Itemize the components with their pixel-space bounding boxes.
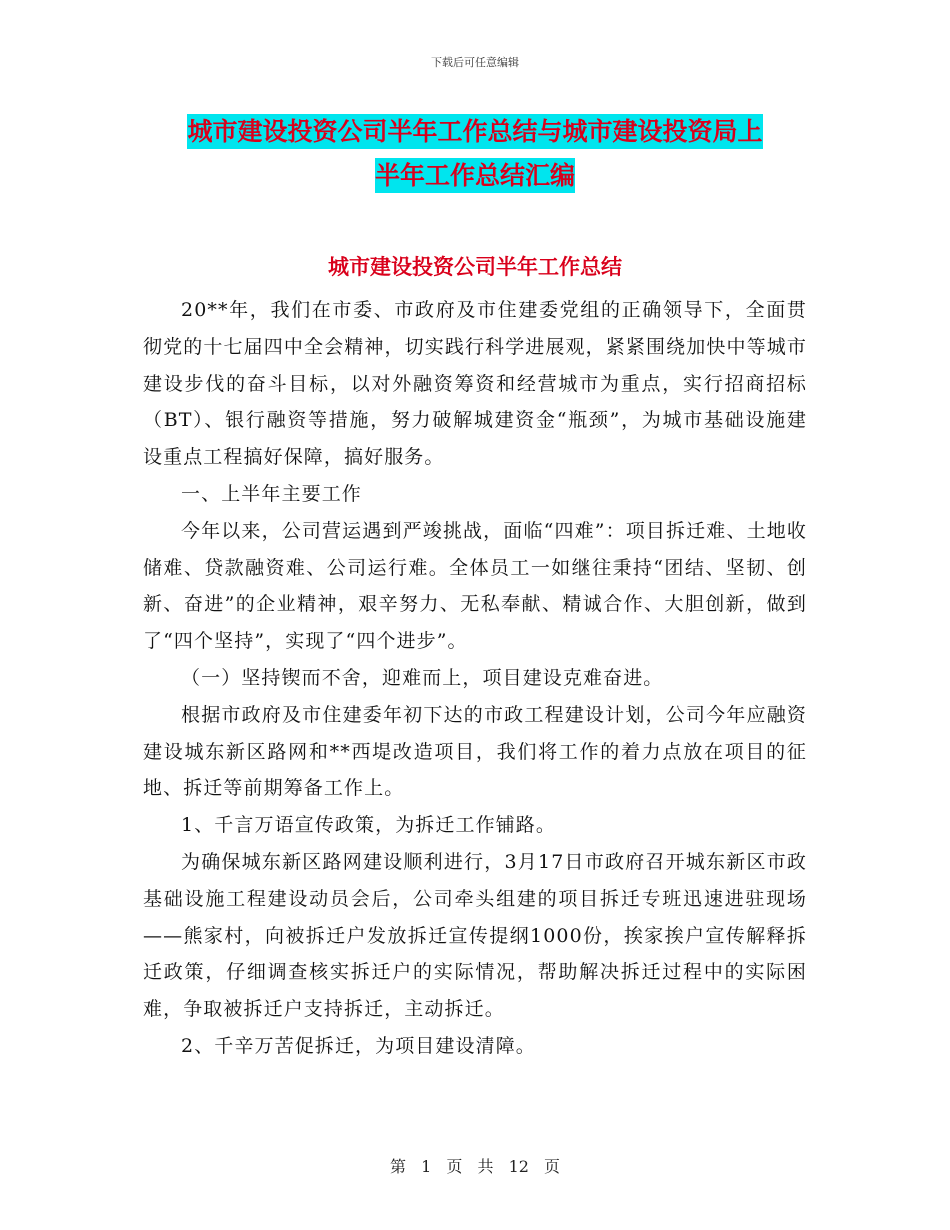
paragraph-intro: 20**年，我们在市委、市政府及市住建委党组的正确领导下，全面贯彻党的十七届四中全会精神，切实践行科学进展观，紧紧围绕加快中等城市建设步伐的奋斗目标，以对外融资筹资和经营城市为重点，实行招商招标（BT）、银行融资等措施，努力破解城建资金“瓶颈”，为城市基础设施建设重点工程搞好保障，搞好服务。 (143, 299, 807, 469)
item-heading-1: 1、千言万语宣传政策，为拆迁工作铺路。 (181, 814, 556, 837)
paragraph-demolition-publicity: 为确保城东新区路网建设顺利进行，3月17日市政府召开城东新区市政基础设施工程建设动员会后，公司牵头组建的项目拆迁专班迅速进驻现场——熊家村，向被拆迁户发放拆迁宣传提纲1000份，挨家挨户宣传解释拆迁政策，仔细调查核实拆迁户的实际情况，帮助解决拆迁过程中的实际困难，争取被拆迁户支持拆迁，主动拆迁。 (143, 850, 807, 1021)
document-body (143, 292, 807, 1065)
main-title-line2-text: 半年工作总结汇编 (375, 158, 575, 193)
footer-mid: 页 (446, 1157, 463, 1176)
footer-page-number: 1 (421, 1157, 432, 1176)
footer-prefix: 第 (389, 1157, 406, 1176)
main-title-line1-text: 城市建设投资公司半年工作总结与城市建设投资局上 (187, 114, 762, 149)
paragraph-challenges: 今年以来，公司营运遇到严竣挑战，面临“四难”：项目拆迁难、土地收储难、贷款融资难、公司运行难。全体员工一如继往秉持“团结、坚韧、创新、奋进”的企业精神，艰辛努力、无私奉献、精诚合作、大胆创新，做到了“四个坚持”，实现了“四个进步”。 (143, 519, 807, 653)
footer-suffix: 页 (544, 1157, 561, 1176)
main-title-line1 (0, 112, 950, 148)
main-title-line2 (0, 156, 950, 192)
subheading-one: （一）坚持锲而不舍，迎难而上，项目建设克难奋进。 (181, 666, 664, 689)
paragraph-project-plan: 根据市政府及市住建委年初下达的市政工程建设计划，公司今年应融资建设城东新区路网和**西堤改造项目，我们将工作的着力点放在项目的征地、拆迁等前期筹备工作上。 (143, 703, 807, 800)
heading-part-one: 一、上半年主要工作 (181, 482, 362, 505)
section-title: 城市建设投资公司半年工作总结 (328, 255, 622, 279)
page-footer (0, 1154, 950, 1177)
header-note: 下载后可任意编辑 (431, 56, 519, 69)
footer-total-pages: 12 (508, 1157, 529, 1176)
footer-of: 共 (477, 1157, 494, 1176)
item-heading-2: 2、千辛万苦促拆迁，为项目建设清障。 (181, 1034, 536, 1057)
